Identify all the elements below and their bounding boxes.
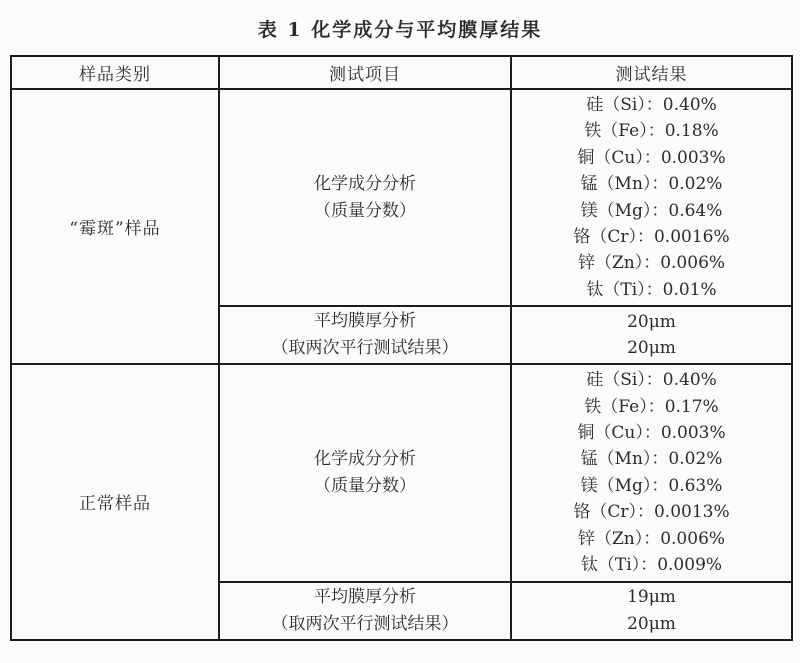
result-line: 镁（Mg）：0.64% — [580, 200, 723, 221]
test-results-film-normal — [511, 582, 792, 640]
col-header-test-item: 测试项目 — [219, 56, 511, 89]
result-line: 锌（Zn）：0.006% — [577, 253, 726, 274]
result-line: 铜（Cu）：0.003% — [577, 423, 726, 444]
result-line: 铁（Fe）：0.17% — [584, 396, 719, 417]
header-row — [11, 56, 792, 89]
results-table — [10, 55, 793, 641]
result-line: 铬（Cr）：0.0013% — [573, 502, 730, 523]
result-line: 铁（Fe）：0.18% — [584, 121, 719, 142]
test-item-line: 平均膜厚分析 — [314, 311, 416, 332]
test-item-chemical-mold — [219, 89, 511, 306]
result-line: 硅（Si）：0.40% — [586, 95, 717, 115]
test-item-film-mold — [219, 306, 511, 364]
result-line: 钛（Ti）：0.009% — [580, 555, 723, 576]
test-item-line: 化学成分分析 — [314, 173, 416, 194]
result-line: 锌（Zn）：0.006% — [577, 528, 726, 549]
sample-label-mold-spot: “霉斑”样品 — [11, 89, 219, 364]
result-line: 铜（Cu）：0.003% — [577, 147, 726, 168]
test-item-line: （取两次平行测试结果） — [271, 613, 459, 634]
result-line: 锰（Mn）：0.02% — [580, 174, 723, 195]
test-item-line: （质量分数） — [314, 475, 416, 496]
result-line: 镁（Mg）：0.63% — [580, 475, 723, 496]
result-line: 锰（Mn）：0.02% — [580, 449, 723, 470]
result-line: 20μm — [627, 338, 676, 359]
result-line: 铬（Cr）：0.0016% — [573, 227, 730, 248]
test-item-line: 平均膜厚分析 — [314, 586, 416, 607]
test-item-line: （质量分数） — [314, 200, 416, 221]
table-title: 表 1 化学成分与平均膜厚结果 — [257, 19, 543, 41]
result-line: 19μm — [627, 587, 676, 608]
result-line: 钛（Ti）：0.01% — [586, 279, 717, 300]
test-results-chemical-normal — [511, 364, 792, 581]
test-item-line: 化学成分分析 — [314, 448, 416, 469]
table-row-mold-chemical — [11, 89, 792, 306]
result-line: 20μm — [627, 613, 676, 634]
test-results-chemical-mold — [511, 89, 792, 306]
test-results-film-mold — [511, 306, 792, 364]
result-line: 硅（Si）：0.40% — [586, 370, 717, 391]
test-item-film-normal — [219, 582, 511, 640]
test-item-chemical-normal — [219, 364, 511, 581]
result-line: 20μm — [627, 311, 676, 332]
table-row-normal-chemical — [11, 364, 792, 581]
col-header-test-result: 测试结果 — [511, 56, 792, 89]
col-header-sample-category: 样品类别 — [11, 56, 219, 89]
test-item-line: （取两次平行测试结果） — [271, 338, 459, 359]
sample-label-normal: 正常样品 — [11, 364, 219, 639]
